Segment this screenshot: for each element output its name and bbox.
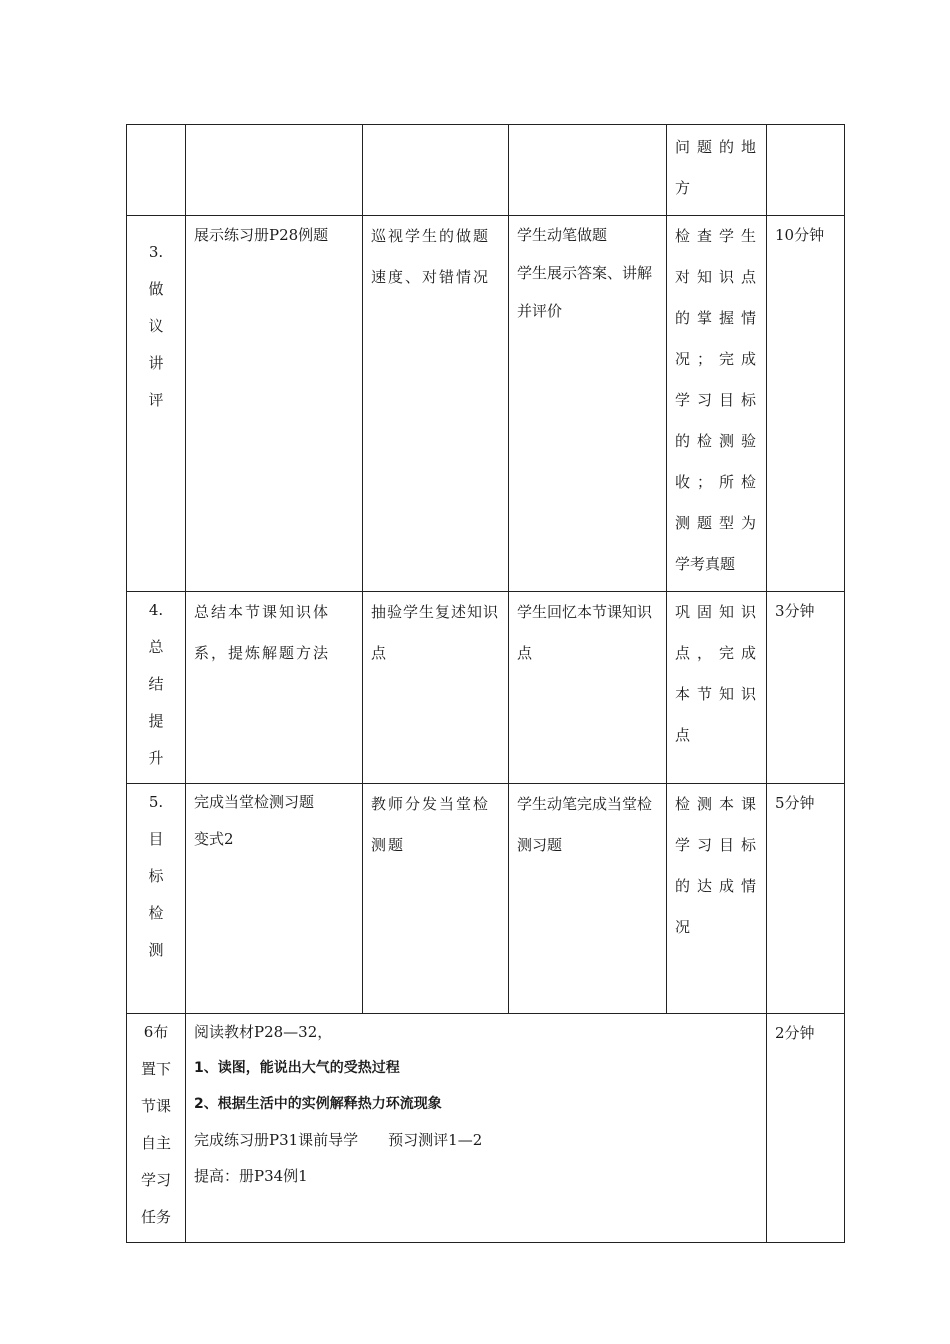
- stage-label: 任务: [140, 1208, 171, 1226]
- stage-cell: [127, 784, 186, 1014]
- teacher-activity-cell: 抽验学生复述知识点: [363, 592, 509, 784]
- student-activity-line: 学生展示答案、讲解并评价: [517, 264, 653, 320]
- stage-label: 总: [148, 638, 164, 656]
- intent-line: 况；完成: [675, 350, 758, 368]
- table-row: [127, 125, 845, 216]
- content-cell: 展示练习册P28例题: [186, 216, 363, 592]
- intent-line: 本节知识: [675, 685, 758, 703]
- content-cell: [186, 784, 363, 1014]
- stage-cell: [127, 1014, 186, 1243]
- intent-line: 方: [675, 179, 693, 197]
- time-cell: 5分钟: [767, 784, 845, 1014]
- intent-line: 检测本课: [675, 795, 758, 813]
- content-cell: 总结本节课知识体系，提炼解题方法: [186, 592, 363, 784]
- content-cell: [186, 125, 363, 216]
- time-cell: 10分钟: [767, 216, 845, 592]
- stage-label: 讲: [148, 354, 164, 372]
- content-line: 完成当堂检测习题: [194, 793, 315, 811]
- intent-cell: [667, 784, 767, 1014]
- time-cell: 3分钟: [767, 592, 845, 784]
- student-activity-line: 学生动笔做题: [517, 226, 608, 244]
- student-activity-cell: [509, 216, 667, 592]
- intent-line: 收；所检: [675, 473, 758, 491]
- student-activity-cell: 学生动笔完成当堂检测习题: [509, 784, 667, 1014]
- intent-line: 的掌握情: [675, 309, 758, 327]
- stage-label: 做: [148, 280, 164, 298]
- lesson-plan-table: [126, 124, 845, 1243]
- homework-line: 1、读图，能说出大气的受热过程: [194, 1060, 400, 1076]
- stage-label: 5.: [148, 793, 164, 811]
- stage-label: 提: [148, 712, 164, 730]
- teacher-activity-cell: 教师分发当堂检测题: [363, 784, 509, 1014]
- homework-cell: [186, 1014, 767, 1243]
- stage-label: 升: [148, 749, 164, 767]
- stage-label: 评: [148, 391, 164, 409]
- intent-line: 的检测验: [675, 432, 758, 450]
- stage-label: 结: [148, 675, 164, 693]
- intent-line: 的达成情: [675, 877, 758, 895]
- intent-line: 巩固知识: [675, 603, 758, 621]
- intent-line: 问题的地: [675, 138, 758, 156]
- table-row: [127, 216, 845, 592]
- intent-line: 检查学生: [675, 227, 758, 245]
- table-row: [127, 784, 845, 1014]
- stage-cell: [127, 216, 186, 592]
- intent-line: 对知识点: [675, 268, 758, 286]
- table-row: [127, 592, 845, 784]
- stage-label: 置下: [140, 1060, 171, 1078]
- homework-line: 阅读教材P28—32，: [194, 1023, 333, 1041]
- intent-cell: [667, 216, 767, 592]
- time-cell: 2分钟: [767, 1014, 845, 1243]
- intent-line: 学考真题: [675, 555, 736, 573]
- intent-line: 况: [675, 918, 693, 936]
- stage-label: 节课: [140, 1097, 171, 1115]
- content-line: 变式2: [194, 830, 234, 848]
- student-activity-cell: [509, 125, 667, 216]
- stage-label: 议: [148, 317, 164, 335]
- homework-line: 完成练习册P31课前导学 预习测评1—2: [194, 1131, 483, 1149]
- intent-line: 点: [675, 726, 693, 744]
- intent-line: 学习目标: [675, 391, 758, 409]
- intent-cell: [667, 592, 767, 784]
- homework-line: 提高：册P34例1: [194, 1167, 308, 1185]
- time-cell: [767, 125, 845, 216]
- stage-label: 目: [148, 830, 164, 848]
- intent-line: 点，完成: [675, 644, 758, 662]
- teacher-activity-cell: 巡视学生的做题速度、对错情况: [363, 216, 509, 592]
- student-activity-cell: 学生回忆本节课知识点: [509, 592, 667, 784]
- stage-label: 测: [148, 941, 164, 959]
- teacher-activity-cell: [363, 125, 509, 216]
- stage-label: 4.: [148, 601, 164, 619]
- stage-label: 6布: [143, 1023, 169, 1041]
- intent-line: 学习目标: [675, 836, 758, 854]
- stage-cell: [127, 125, 186, 216]
- stage-label: 学习: [140, 1171, 171, 1189]
- intent-cell: [667, 125, 767, 216]
- table-row: [127, 1014, 845, 1243]
- stage-label: 3.: [148, 243, 164, 261]
- intent-line: 测题型为: [675, 514, 758, 532]
- homework-line: 2、根据生活中的实例解释热力环流现象: [194, 1096, 442, 1112]
- stage-cell: [127, 592, 186, 784]
- stage-label: 自主: [140, 1134, 171, 1152]
- stage-label: 标: [148, 867, 164, 885]
- stage-label: 检: [148, 904, 164, 922]
